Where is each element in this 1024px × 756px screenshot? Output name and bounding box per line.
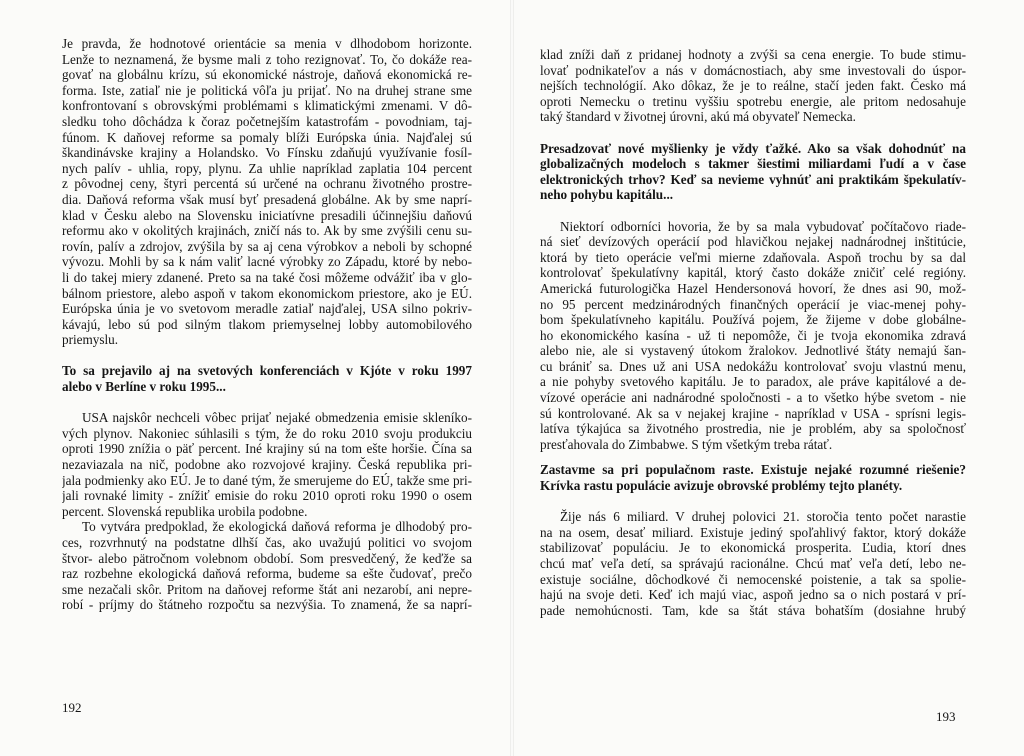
- book-gutter: [510, 0, 514, 756]
- text-line: Je pravda, že hodnotové orientácie sa menia v dlhodobom horizonte.: [62, 36, 472, 51]
- heading-line: Presadzovať nové myšlienky je vždy ťažké. Ako sa však dohodnúť na: [540, 140, 966, 156]
- heading-line: To sa prejavilo aj na svetových konferenciách v Kjóte v roku 1997: [62, 363, 472, 379]
- right-page-text: [540, 47, 966, 618]
- text-line: konfrontovaní s obrovskými problémami s klimatickými zmenami. V dô-: [62, 98, 472, 114]
- text-line: jali rovnaké limity - znížiť emisie do roku 2010 oproti roku 1990 o osem: [62, 488, 472, 504]
- text-line: ces, rozvrhnutý na podstatne dlhší čas, ako uvažujú politici vo svojom: [62, 535, 472, 550]
- text-line: alebo nie, ale si vystavený útokom žralokov. Jednotlivé štáty nemajú šan-: [540, 343, 966, 359]
- text-line: nejších technológií. Ako dôkaz, že je to reálne, stačí jeden fakt. Česko má: [540, 78, 966, 94]
- text-line: z pôvodnej ceny, štyri percentá sú určené na ochranu životného prostre-: [62, 176, 472, 192]
- text-line: na na osem, desať miliard. Existuje jediný spoľahlivý faktor, ktorý dokáže: [540, 524, 966, 540]
- text-line: Americká futurologička Hazel Hendersonová hovorí, že dnes asi 90, mož-: [540, 280, 966, 296]
- left-page-text: [62, 36, 472, 613]
- text-line: nych palív - uhlia, ropy, plynu. Za uhlie napríklad zaplatia 104 percent: [62, 160, 472, 176]
- text-line: cu brániť sa. Dnes už ani USA nedokážu kontrolovať svoju vlastnú menu,: [540, 358, 966, 374]
- text-line: sme nezačali skôr. Pritom na daňovej reforme štát ani nezarobí, ani nepre-: [62, 581, 472, 597]
- text-line: oproti 1990 znížia o päť percent. Iné krajiny sú na tom ešte horšie. Čína sa: [62, 441, 472, 457]
- text-line: lovať podnikateľov a nás v domácnostiach, aby sme investovali do úspor-: [540, 62, 966, 78]
- text-line: ktorá by tieto operácie veľmi mierne zdaňovala. Aspoň trochu by sa dal: [540, 249, 966, 265]
- heading-line: Krívka rastu populácie avizuje obrovské problémy tejto planéty.: [540, 478, 903, 494]
- heading-line: globalizačných modeloch s takmer šiestimi miliardami ľudí a v čase: [540, 156, 966, 172]
- text-line: robí - príjmy do štátneho rozpočtu sa nezvýšia. To znamená, že sa naprí-: [62, 597, 472, 613]
- right-paragraph-3: [540, 509, 966, 618]
- text-line: ná sieť devízových operácií pod hlavičkou nejakej nadnárodnej inštitúcie,: [540, 234, 966, 250]
- text-line: jala podmienky ako EÚ. Je to dané tým, že smerujeme do EÚ, takže sme pri-: [62, 472, 472, 488]
- text-line: To vytvára predpoklad, že ekologická daňová reforma je dlhodobý pro-: [82, 519, 472, 535]
- text-line: USA najskôr nechceli vôbec prijať nejaké obmedzenia emisie skleníko-: [82, 410, 472, 426]
- heading-line: neho pohybu kapitálu...: [540, 187, 674, 203]
- left-question-heading: [62, 363, 472, 394]
- text-line: sledku toho dôchádza k čoraz početnejším katastrofám - povodniam, taj-: [62, 113, 472, 129]
- text-line: škandinávske krajiny a Holandsko. Vo Fínsku zdaňujú využívanie fosíl-: [62, 145, 472, 161]
- text-line: chcú mať veľa detí, sa správajú racionálne. Chcú mať veľa detí, lebo ne-: [540, 556, 966, 571]
- text-line: pade nemohúcnosti. Tam, kde sa štát stáva bohatším (dosiahne hrubý: [540, 602, 966, 618]
- text-line: rovín, palív a zdrojov, zvýšila by sa aj cena výrobkov a neboli by schopné: [62, 238, 472, 254]
- left-paragraph-1: [62, 36, 472, 348]
- right-question-heading-1: [540, 141, 966, 203]
- text-line: štvor- alebo pätročnom volebnom období. Som presvedčený, že keďže sa: [62, 550, 472, 566]
- text-line: percent. Slovenská republika urobila podobne.: [62, 503, 308, 519]
- text-line: li do takej miery zdanené. Preto sa na také čosi môžeme odvážiť iba v glo-: [62, 269, 472, 285]
- text-line: klad v Česku alebo na Slovensku iniciatívne presadili účinnejšiu daňovú: [62, 207, 472, 223]
- text-line: Žije nás 6 miliard. V druhej polovici 21. storočia tento počet narastie: [560, 509, 966, 525]
- right-question-heading-2: [540, 462, 966, 493]
- text-line: latíva týkajúca sa životného prostredia, nie je problém, aby sa spoločnosť: [540, 421, 966, 437]
- text-line: bálnom priestore, alebo aspoň v takom ekonomickom priestore, ako je EÚ.: [62, 285, 472, 301]
- text-line: vízové operácie ani nadnárodné spoločnosti - a to všetko hýbe svetom - nie: [540, 390, 966, 406]
- page-number-left: 192: [62, 700, 82, 715]
- heading-line: elektronických trhov? Keď sa nevieme vyhnúť ani praktikám špekulatív-: [540, 171, 966, 187]
- left-paragraph-3: [62, 519, 472, 613]
- page-number-right: 193: [936, 709, 956, 724]
- text-line: kávajú, lebo sú pod silným tlakom priemyselnej lobby automobilového: [62, 316, 472, 332]
- text-line: vývozu. Mohli by sa k nám valiť lacné výrobky zo Západu, ktoré by nebo-: [62, 254, 472, 270]
- text-line: govať na globálnu krízu, sú ekonomické nástroje, daňová ekonomická re-: [62, 67, 472, 83]
- right-paragraph-1: [540, 47, 966, 125]
- text-line: sú kontrolované. Ak sa v nejakej krajine - napríklad v USA - sprísni legis-: [540, 405, 966, 421]
- heading-line: alebo v Berlíne v roku 1995...: [62, 379, 226, 395]
- text-line: forma. Iste, zatiaľ nie je politická vôľa ju prijať. No na druhej strane sme: [62, 82, 472, 98]
- text-line: taký štandard v životnej úrovni, akú má obyvateľ Nemecka.: [540, 109, 856, 125]
- text-line: oproti Nemecku o tretinu vyššiu spotrebu energie, ale pritom nedosahuje: [540, 93, 966, 109]
- text-line: Niektorí odborníci hovoria, že by sa mala vybudovať počítačovo riade-: [560, 218, 966, 234]
- left-paragraph-2: [62, 410, 472, 519]
- text-line: hajú na svoje deti. Keď ich majú viac, aspoň jedno sa o nich postará v prí-: [540, 587, 966, 603]
- heading-line: Zastavme sa pri populačnom raste. Existuje nejaké rozumné riešenie?: [540, 462, 966, 478]
- text-line: Európska únia je vo svetovom meradle zatiaľ najďalej, USA silno pokriv-: [62, 301, 472, 317]
- text-line: dia. Daňová reforma však musí byť presadená globálne. Ak by sme naprí-: [62, 191, 472, 207]
- text-line: a nie pohyby svetového kapitálu. Je to paradox, ale práve kapitálové a de-: [540, 374, 966, 390]
- right-paragraph-2: [540, 219, 966, 453]
- text-line: stabilizovať populáciu. Je to ekonomická prosperita. Ľudia, ktorí dnes: [540, 540, 966, 556]
- text-line: presťahovala do Zimbabwe. S tým všetkým treba rátať.: [540, 436, 833, 452]
- text-line: no 95 percent medzinárodných finančných operácií je viac-menej pohy-: [540, 296, 966, 312]
- text-line: ho ekonomického kasína - už ti nepomôže, či je tvoja ekonomika zdravá: [540, 327, 966, 343]
- text-line: fúnom. K daňovej reforme sa pomaly blíži Európska únia. Najďalej sú: [62, 129, 472, 145]
- text-line: kontrolovať špekulatívny kapitál, ktorý často dokáže zničiť celé regióny.: [540, 265, 966, 281]
- text-line: raz rozbehne ekologická daňová reforma, budeme sa ešte čudovať, prečo: [62, 566, 472, 582]
- text-line: reformu ako v okolitých krajinách, zničí nás to. Ak by sme zvýšili cenu su-: [62, 223, 472, 239]
- text-line: nezaviazala na nič, podobne ako rozvojové krajiny. Česká republika pri-: [62, 457, 472, 473]
- text-line: priemyslu.: [62, 332, 119, 348]
- text-line: Lenže to neznamená, že bysme mali z toho rezignovať. To, čo dokáže rea-: [62, 51, 472, 67]
- text-line: klad zníži daň z pridanej hodnoty a zvýši sa cena energie. To bude stimu-: [540, 47, 966, 62]
- text-line: bom špekulatívneho kapitálu. Používá pojem, že žijeme v dobe globálne-: [540, 312, 966, 328]
- text-line: existuje sociálne, dôchodkové či nemocenské poistenie, a tak sa spolie-: [540, 571, 966, 587]
- text-line: vých plynov. Nakoniec súhlasili s tým, že do roku 2010 svoju produkciu: [62, 425, 472, 441]
